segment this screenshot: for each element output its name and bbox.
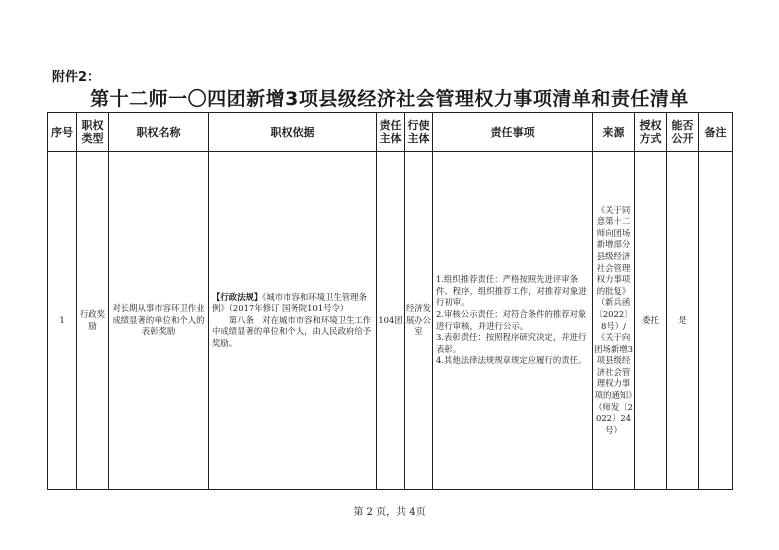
header-public: 能否公开 <box>667 113 699 152</box>
basis-article: 第八条 对在城市市容和环境卫生工作中成绩显著的单位和个人，由人民政府给予奖励。 <box>212 314 372 348</box>
responsibility-item: 3.表彰责任：按照程序研究决定，并进行表彰。 <box>436 332 587 354</box>
header-executor: 行使主体 <box>405 113 433 152</box>
cell-name: 对长期从事市容环卫作业成绩显著的单位和个人的表彰奖励 <box>109 152 209 490</box>
cell-source: 《关于同意第十二师向团场新增部分县级经济社会管理权力事项的批复》（新兵函〔2022〕8号）/《关于向团场新增3项县级经济社会管理权力事项的通知》（师发〔2022〕24号） <box>593 152 635 490</box>
attachment-label: 附件2： <box>52 70 101 85</box>
cell-subject: 104团 <box>377 152 405 490</box>
cell-seq: 1 <box>48 152 77 490</box>
responsibility-item: 4.其他法律法规规章规定应履行的责任。 <box>436 355 587 366</box>
cell-basis <box>209 152 377 490</box>
cell-type: 行政奖励 <box>77 152 109 490</box>
basis-tag: 【行政法规】 <box>212 291 263 302</box>
header-subject: 责任主体 <box>377 113 405 152</box>
cell-executor: 经济发展办公室 <box>405 152 433 490</box>
header-seq: 序号 <box>48 113 77 152</box>
table-row <box>48 152 733 490</box>
header-remarks: 备注 <box>699 113 733 152</box>
power-list-table <box>47 112 733 490</box>
header-authorization: 授权方式 <box>635 113 667 152</box>
responsibility-item: 2.审核公示责任：对符合条件的推荐对象进行审核，并进行公示。 <box>436 308 587 331</box>
cell-responsibilities <box>433 152 593 490</box>
cell-public: 是 <box>667 152 699 490</box>
page-footer: 第 2 页，共 4页 <box>353 507 426 518</box>
document-title: 第十二师一〇四团新增3项县级经济社会管理权力事项清单和责任清单 <box>90 88 689 110</box>
header-name: 职权名称 <box>109 113 209 152</box>
cell-authorization: 委托 <box>635 152 667 490</box>
header-row <box>48 113 733 152</box>
header-type: 职权类型 <box>77 113 109 152</box>
cell-remarks <box>699 152 733 490</box>
basis-law: 《城市市容和环境卫生管理条例》（2017年修订 国务院101号令） <box>212 291 367 314</box>
header-source: 来源 <box>593 113 635 152</box>
responsibility-item: 1.组织推荐责任：严格按照先进评审条件、程序，组织推荐工作，对推荐对象进行初审。 <box>436 274 587 308</box>
header-responsibilities: 责任事项 <box>433 113 593 152</box>
header-basis: 职权依据 <box>209 113 377 152</box>
